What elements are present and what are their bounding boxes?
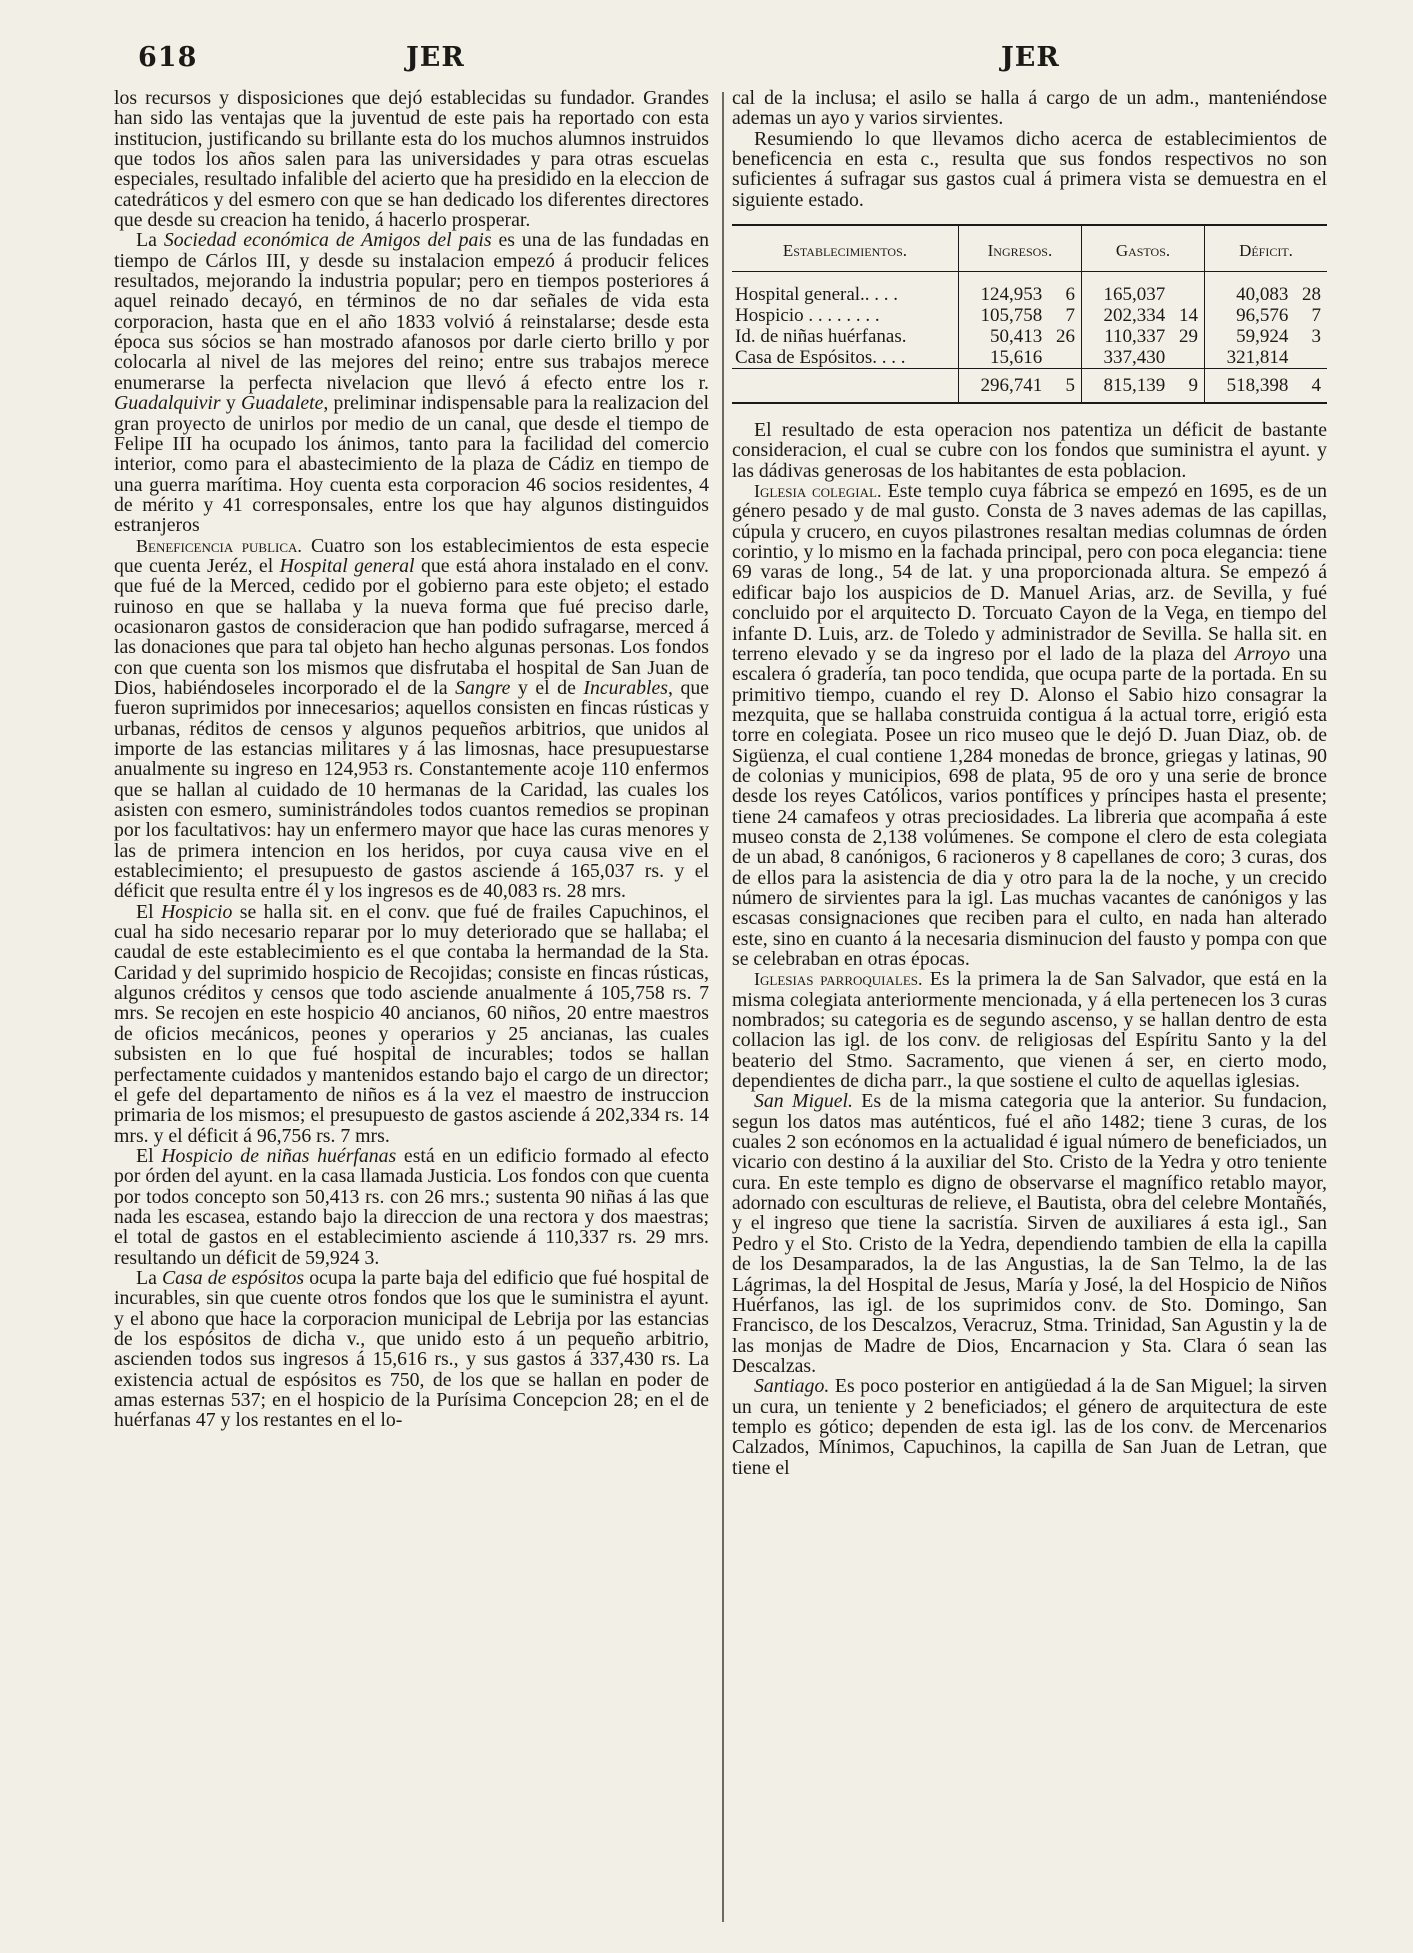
- running-title-left: JER: [406, 42, 465, 73]
- column-divider: [722, 92, 724, 1922]
- paragraph-hospicio: El Hospicio se halla sit. en el conv. que fué de frailes Capuchinos, el cual ha sido necesario reparar por lo muy deteriorado que se hallaba; el caudal de este establecimiento es el que contaba la hermandad de la Sta. Caridad y del suprimido hospicio de Recojidas; consiste en fincas rústicas, algunos créditos y censos que todo asciende anualmente á 105,758 rs. 7 mrs. Se recojen en este hospicio 40 ancianos, 60 niños, 20 entre maestros de oficios mecánicos, peones y operarios y 25 ancianas, las cuales subsisten en lo que fué hospital de incurables; todos se hallan perfectamente cuidados y mantenidos estando bajo el cargo de un director; el gefe del departamento de niños es á la vez el maestro de instruccion primaria de los mismos; el presupuesto de gastos asciende á 202,334 rs. 14 mrs. y el déficit á 96,756 rs. 7 mrs.: [114, 900, 709, 1147]
- paragraph-hospicio-ninas: El Hospicio de niñas huérfanas está en un edificio formado al efecto por órden del ayunt. en la casa llamada Justicia. Los fondos con que cuenta por todos concepto son 50,413 rs. con 26 mrs.; sustenta 90 niñas á las que nada les escasea, estando bajo la direccion de una rectora y dos maestras; el total de gastos en el establecimiento asciende á 110,337 rs. 29 mrs. resultando un déficit de 59,924 3.: [114, 1144, 709, 1269]
- table-row: Casa de Espósitos. . . . 15,616 337,430 321,814: [732, 347, 1327, 369]
- running-title-right: JER: [1001, 42, 1060, 73]
- page-number: 618: [138, 42, 198, 73]
- right-column: [732, 88, 1327, 1478]
- paragraph-iglesias-parroquiales: Iglesias parroquiales. Es la primera la de San Salvador, que está en la misma colegiata anteriormente mencionada, y á ella pertenecen los 3 curas nombrados; su categoria es de segundo ascenso, y se hallan dentro de esta collacion las igl. de los conv. de religiosas del Espíritu Santo y la del beaterio del Stmo. Sacramento, que vienen á ser, en cierto modo, dependientes de dicha parr., la que sostiene el culto de aquellas iglesias.: [732, 968, 1328, 1093]
- table-row: Id. de niñas huérfanas. 50,413 26 110,337 29 59,924 3: [735, 326, 1321, 348]
- table-header: Gastos.: [1081, 225, 1204, 272]
- table-header: Ingresos.: [958, 225, 1081, 272]
- section-heading-iglesia-colegial: Iglesia colegial.: [754, 481, 882, 502]
- paragraph-resultado: El resultado de esta operacion nos patentiza un déficit de bastante consideracion, el cual se cubre con los fondos que suministra el ayunt. y las dádivas generosas de los habitantes de esta poblacion.: [732, 419, 1327, 482]
- table-row: Hospicio . . . . . . . . 105,758 7 202,334 14 96,576 7: [735, 305, 1321, 327]
- table-header: Establecimientos.: [732, 225, 958, 272]
- section-heading-beneficencia: Beneficencia publica.: [136, 535, 302, 556]
- paragraph-beneficencia: Beneficencia publica. Cuatro son los establecimientos de esta especie que cuenta Jeréz, el Hospital general que está ahora instalado en el conv. que fué de la Merced, cedido por el gobierno para este objeto; el estado ruinoso en que se hallaba y la nueva forma que fué preciso darle, ocasionaron gastos de consideracion que han podido sufragarse, merced á las donaciones que para tal objeto han hecho algunas personas. Los fondos con que cuenta son los mismos que disfrutaba el hospital de San Juan de Dios, habiéndoseles incorporado el de la Sangre y el de Incurables, que fueron suprimidos por innecesarios; aquellos consisten en fincas rústicas y urbanas, réditos de censos y algunos pequeños arbitrios, que unidos al importe de las estancias militares y á las limosnas, hace presupuestarse anualmente su ingreso en 124,953 rs. Constantemente acoje 110 enfermos que se hallan al cuidado de 10 hermanas de la Caridad, las cuales los asisten con esmero, suministrándoles todos cuantos remedios se propinan por los facultativos: hay un enfermero mayor que hace las curas menores y las de primera intencion en los heridos, por cuya causa vive en el establecimiento; el presupuesto de gastos asciende á 165,037 rs. y el déficit que resulta entre él y los ingresos es de 40,083 rs. 28 mrs.: [114, 534, 710, 903]
- left-column: [114, 88, 709, 1431]
- table-total-row: 296,741 5 815,139 9 518,398 4: [732, 369, 1327, 404]
- paragraph-resumiendo: Resumiendo lo que llevamos dicho acerca de establecimientos de beneficencia en esta c., resulta que sus fondos respectivos no son suficientes á sufragar sus gastos cual á primera vista se demuestra en el siguiente estado.: [732, 127, 1327, 211]
- paragraph-continuation-right: cal de la inclusa; el asilo se halla á cargo de un adm., manteniéndose ademas un ayo y varios sirvientes.: [732, 87, 1327, 130]
- paragraph-sociedad-economica: La Sociedad económica de Amigos del pais es una de las fundadas en tiempo de Cárlos III, y desde su instalacion empezó á producir felices resultados, mejorando la industria popular; pero en tiempos posteriores á aquel reinado decayó, en términos de no dar señales de vida esta corporacion, hasta que en el año 1833 volvió á reinstalarse; desde esta época sus sócios se han mostrado afanosos por darle cierto brillo y por colocarla al nivel de las mejores del reino; entre sus trabajos merece enumerarse la perfecta nivelacion que llevó á efecto entre los r. Guadalquivir y Guadalete, preliminar indispensable para la realizacion del gran proyecto de unirlos por medio de un canal, que desde el tiempo de Felipe III ha ocupado los ánimos, tanto para la facilidad del comercio interior, como para el abastecimiento de la plaza de Cádiz en tiempo de una guerra marítima. Hoy cuenta esta corporacion 46 socios residentes, 4 de mérito y 41 corresponsales, entre los que hay algunos distinguidos estranjeros: [114, 229, 710, 537]
- paragraph-casa-expositos: La Casa de espósitos ocupa la parte baja del edificio que fué hospital de incurables, sin que cuente otros fondos que los que le suministra el ayunt. y el abono que hace la corporacion municipal de Lebrija por las estancias de los espósitos de dicha v., que unido esto á un pequeño arbitrio, ascienden todos sus ingresos á 15,616 rs., y sus gastos á 337,430 rs. La existencia actual de espósitos es 750, de los que se hallan en poder de amas esternas 537; en el hospicio de la Purísima Concepcion 28; en el de huérfanas 47 y los restantes en el lo-: [114, 1266, 709, 1432]
- paragraph-san-miguel: San Miguel. Es de la misma categoria que la anterior. Su fundacion, segun los datos mas auténticos, fué el año 1482; tiene 3 curas, de los cuales 2 son ecónomos en la actualidad é igual número de beneficiados, un vicario con destino á la auxiliar del Sto. Cristo de la Yedra y otro teniente cura. En este templo es digno de observarse el magnífico retablo mayor, adornado con esculturas de relieve, el Bautista, obra del celebre Montañés, y el ingreso que tiene la sacristía. Sirven de auxiliares á esta igl., San Pedro y el Sto. Cristo de la Yedra, dependiendo tambien de ella la capilla de los Desamparados, la de las Angustias, la de San Telmo, la de las Lágrimas, la del Hospital de Jesus, María y José, la del Hospicio de Niños Huérfanos, las igl. de los suprimidos conv. de Sto. Domingo, San Francisco, de los Descalzos, Veracruz, Stma. Trinidad, San Agustin y la de las monjas de Madre de Dios, Encarnacion y Sta. Clara ó sean las Descalzas.: [732, 1090, 1327, 1377]
- section-heading-iglesias-parroquiales: Iglesias parroquiales.: [754, 969, 923, 990]
- table-row: Hospital general.. . . . 124,953 6 165,037 40,083 28: [732, 272, 1327, 306]
- paragraph-santiago: Santiago. Es poco posterior en antigüedad á la de San Miguel; la sirven un cura, un teniente y 2 beneficiados; el género de arquitectura de este templo es gótico; dependen de esta igl. las de los conv. de Mercenarios Calzados, Mínimos, Capuchinos, la capilla de San Juan de Letran, que tiene el: [732, 1375, 1327, 1479]
- paragraph-iglesia-colegial: Iglesia colegial. Este templo cuya fábrica se empezó en 1695, es de un género pesado y de mal gusto. Consta de 3 naves ademas de las capillas, cúpula y crucero, en cuyos pilastrones resaltan medias columnas de órden corintio, y lo mismo en la fachada principal, pero con poca elegancia: tiene 69 varas de long., 54 de lat. y una proporcionada altura. Se empezó á edificar bajo los auspicios de D. Manuel Arias, arz. de Sevilla, y fué concluido por el arquitecto D. Torcuato Cayon de la Vega, en tiempo del infante D. Luis, arz. de Toledo y administrador de Sevilla. Se halla sit. en terreno elevado y se da ingreso por el lado de la plaza del Arroyo una escalera ó gradería, tan poco tendida, que ocupa parte de la portada. En su primitivo tiempo, cuando el rey D. Alonso el Sabio hizo consagrar la mezquita, que se hallaba construida contigua á la actual torre, erigió esta torre en colegiata. Posee un rico museo que le dejó D. Juan Diaz, ob. de Sigüenza, el cual contiene 1,284 monedas de bronce, griegas y latinas, 90 de colonias y municipios, 698 de plata, 95 de oro y una serie de bronce desde los reyes Católicos, varios pontífices y príncipes hasta el presente; tiene 24 camafeos y otras preciosidades. La libreria que acompaña á este museo consta de 2,138 volúmenes. Se compone el clero de esta colegiata de un abad, 8 canónigos, 6 racioneros y 8 capellanes de coro; 3 curas, dos de ellos para la asistencia de dia y otro para la de la noche, y un crecido número de sirvientes para la igl. Las muchas vacantes de canónigos y las escasas consignaciones que reciben para el culto, en nada han alterado este, sino en cuanto á la necesaria disminucion del fausto y pompa con que se celebraban en otras épocas.: [732, 480, 1328, 970]
- paragraph-continuation: los recursos y disposiciones que dejó establecidas su fundador. Grandes han sido las ventajas que la juventud de este pais ha reportado con esta institucion, justificando su brillante esta do los muchos alumnos instruidos que todos los años salen para las universidades y para otras escuelas especiales, resultado infalible del acierto que ha presidido en la eleccion de catedráticos y del esmero con que se han dedicado los diferentes directores que desde su creacion ha tenido, á hacerlo prosperar.: [114, 87, 709, 232]
- beneficencia-table: [732, 224, 1327, 404]
- table-header: Déficit.: [1205, 225, 1327, 272]
